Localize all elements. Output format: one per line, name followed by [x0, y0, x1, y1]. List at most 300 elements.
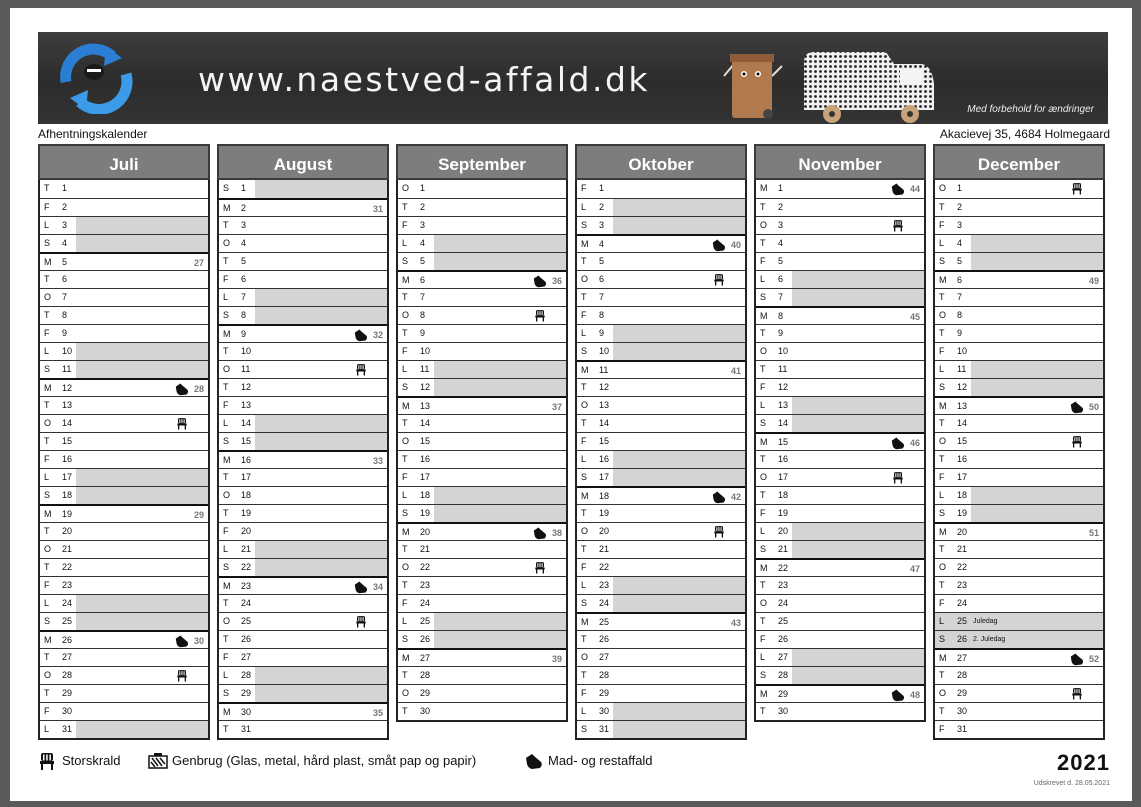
day-row: [577, 486, 745, 504]
day-number: 15: [241, 436, 252, 446]
address: Akacievej 35, 4684 Holmegaard: [939, 127, 1110, 141]
day-number: 19: [778, 508, 789, 518]
day-row: [40, 360, 208, 378]
day-row: [935, 720, 1103, 738]
day-row: [219, 198, 387, 216]
weekday-letter: S: [760, 292, 767, 302]
day-number: 1: [241, 183, 247, 193]
bag-icon: [890, 688, 906, 702]
weekday-letter: F: [44, 328, 50, 338]
weekday-letter: M: [402, 275, 410, 285]
chair-icon: [534, 561, 546, 574]
weekday-letter: O: [581, 652, 589, 662]
day-number: 30: [241, 707, 252, 717]
day-number: 29: [420, 688, 431, 698]
day-row: [219, 216, 387, 234]
weekday-letter: O: [581, 400, 589, 410]
day-number: 14: [957, 418, 968, 428]
day-number: 15: [62, 436, 73, 446]
week-number: 28: [193, 384, 204, 394]
day-row: [40, 522, 208, 540]
day-number: 13: [778, 400, 789, 410]
weekday-letter: T: [44, 274, 50, 284]
day-number: 6: [957, 275, 963, 285]
weekday-letter: T: [44, 436, 50, 446]
day-number: 24: [778, 598, 789, 608]
weekday-letter: O: [760, 220, 768, 230]
day-row: [398, 486, 566, 504]
day-number: 3: [778, 220, 784, 230]
day-number: 22: [62, 562, 73, 572]
weekday-letter: T: [581, 544, 587, 554]
weekday-letter: O: [939, 310, 947, 320]
weekday-letter: T: [44, 183, 50, 193]
day-row: [219, 288, 387, 306]
bag-icon: [174, 382, 190, 396]
weekday-letter: S: [581, 220, 588, 230]
weekday-letter: T: [939, 544, 945, 554]
day-number: 4: [599, 239, 605, 249]
week-number: 35: [372, 708, 383, 718]
day-row: [40, 720, 208, 738]
bag-icon: [532, 526, 548, 540]
weekday-letter: S: [223, 310, 230, 320]
day-row: [40, 450, 208, 468]
weekday-letter: M: [223, 203, 231, 213]
day-row: [756, 702, 924, 720]
weekday-letter: T: [939, 580, 945, 590]
weekday-letter: F: [44, 706, 50, 716]
day-number: 13: [599, 400, 610, 410]
weekday-letter: M: [581, 365, 589, 375]
week-number: 45: [909, 312, 920, 322]
day-number: 31: [599, 724, 610, 734]
weekday-letter: F: [939, 346, 945, 356]
month-header: November: [754, 144, 926, 180]
weekday-letter: L: [581, 202, 587, 212]
day-row: [398, 252, 566, 270]
day-number: 13: [241, 400, 252, 410]
weekday-letter: F: [581, 562, 587, 572]
day-row: [398, 522, 566, 540]
day-row: [756, 522, 924, 540]
bag-icon: [353, 580, 369, 594]
weekday-letter: S: [223, 183, 230, 193]
day-row: [219, 414, 387, 432]
weekday-letter: L: [44, 598, 50, 608]
weekday-letter: T: [760, 364, 766, 374]
day-row: [577, 234, 745, 252]
weekday-letter: M: [223, 329, 231, 339]
weekday-letter: T: [939, 706, 945, 716]
weekday-letter: M: [402, 401, 410, 411]
day-row: [398, 648, 566, 666]
chair-icon: [1071, 687, 1083, 700]
day-row: [40, 234, 208, 252]
day-row: [398, 216, 566, 234]
day-row: [40, 504, 208, 522]
week-number: 37: [551, 402, 562, 412]
day-number: 22: [957, 562, 968, 572]
weekday-letter: F: [223, 652, 229, 662]
day-row: [40, 576, 208, 594]
weekday-letter: M: [760, 183, 768, 193]
day-row: [398, 342, 566, 360]
weekday-letter: T: [760, 616, 766, 626]
month-column: [217, 144, 389, 740]
day-number: 25: [420, 616, 431, 626]
day-row: [40, 684, 208, 702]
day-number: 3: [62, 220, 68, 230]
weekday-letter: F: [223, 526, 229, 536]
month-header: Oktober: [575, 144, 747, 180]
day-row: [756, 198, 924, 216]
day-number: 6: [420, 275, 426, 285]
day-row: [756, 558, 924, 576]
day-row: [40, 432, 208, 450]
week-number: 29: [193, 510, 204, 520]
day-number: 29: [957, 688, 968, 698]
day-row: [935, 702, 1103, 720]
day-number: 27: [62, 652, 73, 662]
day-row: [398, 468, 566, 486]
day-row: [935, 360, 1103, 378]
weekday-letter: L: [223, 292, 229, 302]
day-number: 16: [778, 454, 789, 464]
weekday-letter: L: [402, 490, 408, 500]
day-number: 27: [599, 652, 610, 662]
day-row: [756, 342, 924, 360]
day-row: [398, 360, 566, 378]
day-number: 28: [241, 670, 252, 680]
weekday-letter: T: [223, 256, 229, 266]
day-number: 24: [62, 598, 73, 608]
day-number: 20: [62, 526, 73, 536]
weekday-letter: F: [402, 220, 408, 230]
weekday-letter: O: [939, 562, 947, 572]
day-number: 3: [599, 220, 605, 230]
day-number: 28: [62, 670, 73, 680]
holiday-note: 2. Juledag: [973, 636, 1006, 643]
weekday-letter: F: [402, 472, 408, 482]
day-row: [577, 378, 745, 396]
weekday-letter: T: [44, 310, 50, 320]
day-number: 10: [778, 346, 789, 356]
day-row: [756, 216, 924, 234]
weekday-letter: S: [760, 418, 767, 428]
day-row: [219, 432, 387, 450]
weekday-letter: T: [402, 670, 408, 680]
day-row: [40, 324, 208, 342]
day-row: [935, 522, 1103, 540]
day-row: [219, 684, 387, 702]
day-number: 7: [241, 292, 247, 302]
weekday-letter: L: [581, 454, 587, 464]
day-number: 5: [241, 256, 247, 266]
day-row: [398, 576, 566, 594]
day-row: [756, 432, 924, 450]
day-number: 21: [241, 544, 252, 554]
genbrug-icon: [148, 752, 168, 770]
day-number: 20: [241, 526, 252, 536]
weekday-letter: T: [581, 256, 587, 266]
day-number: 6: [62, 274, 68, 284]
weekday-letter: T: [402, 544, 408, 554]
week-number: 51: [1088, 528, 1099, 538]
weekday-letter: L: [939, 616, 945, 626]
day-number: 23: [599, 580, 610, 590]
bag-icon: [524, 752, 544, 770]
day-number: 10: [62, 346, 73, 356]
day-number: 28: [957, 670, 968, 680]
bag-icon: [353, 328, 369, 342]
day-number: 29: [778, 689, 789, 699]
day-row: [935, 576, 1103, 594]
banner: [38, 32, 1108, 124]
day-row: [577, 468, 745, 486]
day-row: [756, 540, 924, 558]
day-row: [577, 684, 745, 702]
week-number: 33: [372, 456, 383, 466]
weekday-letter: S: [44, 490, 51, 500]
weekday-letter: L: [581, 580, 587, 590]
weekday-letter: L: [939, 490, 945, 500]
day-row: [935, 540, 1103, 558]
day-number: 11: [241, 364, 251, 374]
day-number: 22: [420, 562, 431, 572]
day-number: 20: [420, 527, 431, 537]
day-number: 23: [420, 580, 431, 590]
day-row: [577, 648, 745, 666]
day-row: [756, 360, 924, 378]
day-number: 17: [241, 472, 252, 482]
weekday-letter: M: [402, 653, 410, 663]
day-number: 11: [420, 364, 430, 374]
day-row: [398, 558, 566, 576]
weekday-letter: M: [581, 617, 589, 627]
day-number: 12: [62, 383, 73, 393]
day-row: [577, 270, 745, 288]
day-number: 30: [420, 706, 431, 716]
day-row: [40, 252, 208, 270]
day-row: [40, 648, 208, 666]
chair-icon: [1071, 182, 1083, 195]
day-row: [40, 288, 208, 306]
chair-icon: [534, 309, 546, 322]
weekday-letter: M: [760, 311, 768, 321]
day-row: [40, 612, 208, 630]
weekday-letter: T: [223, 472, 229, 482]
day-row: [577, 360, 745, 378]
weekday-letter: T: [402, 328, 408, 338]
day-row: [40, 558, 208, 576]
weekday-letter: M: [44, 635, 52, 645]
day-number: 23: [957, 580, 968, 590]
weekday-letter: L: [760, 652, 766, 662]
banner-url: www.naestved-affald.dk: [198, 60, 651, 99]
bag-icon: [532, 274, 548, 288]
day-row: [935, 558, 1103, 576]
truck-icon: [798, 44, 938, 124]
weekday-letter: T: [44, 526, 50, 536]
weekday-letter: T: [760, 202, 766, 212]
day-row: [756, 504, 924, 522]
day-row: [577, 612, 745, 630]
weekday-letter: O: [581, 526, 589, 536]
weekday-letter: O: [402, 562, 410, 572]
day-number: 25: [778, 616, 789, 626]
weekday-letter: F: [939, 598, 945, 608]
day-row: [398, 288, 566, 306]
day-row: [935, 216, 1103, 234]
day-row: [756, 252, 924, 270]
day-list: [217, 180, 389, 740]
weekday-letter: T: [402, 202, 408, 212]
chair-icon: [176, 417, 188, 430]
day-row: [935, 432, 1103, 450]
day-number: 3: [241, 220, 247, 230]
weekday-letter: T: [760, 454, 766, 464]
day-row: [40, 180, 208, 198]
week-number: 43: [730, 618, 741, 628]
day-number: 12: [420, 382, 431, 392]
chair-icon: [176, 669, 188, 682]
weekday-letter: F: [760, 634, 766, 644]
weekday-letter: L: [581, 328, 587, 338]
month-column: [575, 144, 747, 740]
day-list: [575, 180, 747, 740]
weekday-letter: S: [402, 508, 409, 518]
weekday-letter: T: [939, 418, 945, 428]
day-row: [935, 468, 1103, 486]
weekday-letter: M: [760, 689, 768, 699]
day-row: [219, 630, 387, 648]
day-row: [219, 612, 387, 630]
weekday-letter: S: [402, 256, 409, 266]
weekday-letter: T: [223, 508, 229, 518]
day-number: 30: [957, 706, 968, 716]
recycle-mascot-logo: [56, 42, 136, 114]
month-column: [396, 144, 568, 722]
weekday-letter: M: [939, 527, 947, 537]
chair-icon: [713, 273, 725, 286]
day-number: 1: [62, 183, 68, 193]
day-number: 20: [599, 526, 610, 536]
weekday-letter: F: [760, 256, 766, 266]
week-number: 50: [1088, 402, 1099, 412]
day-row: [935, 288, 1103, 306]
weekday-letter: M: [44, 257, 52, 267]
day-row: [219, 648, 387, 666]
day-row: [756, 630, 924, 648]
day-row: [398, 684, 566, 702]
day-row: [756, 594, 924, 612]
day-row: [935, 684, 1103, 702]
weekday-letter: M: [223, 707, 231, 717]
weekday-letter: T: [760, 490, 766, 500]
day-row: [935, 306, 1103, 324]
weekday-letter: S: [223, 562, 230, 572]
day-number: 13: [957, 401, 968, 411]
day-row: [935, 324, 1103, 342]
weekday-letter: S: [44, 616, 51, 626]
weekday-letter: O: [44, 418, 52, 428]
day-row: [219, 270, 387, 288]
weekday-letter: O: [402, 310, 410, 320]
day-number: 22: [778, 563, 789, 573]
day-number: 26: [957, 634, 968, 644]
day-number: 23: [241, 581, 252, 591]
weekday-letter: O: [402, 688, 410, 698]
weekday-letter: L: [223, 418, 229, 428]
weekday-letter: L: [402, 616, 408, 626]
weekday-letter: L: [939, 364, 945, 374]
weekday-letter: O: [44, 670, 52, 680]
weekday-letter: L: [44, 724, 50, 734]
weekday-letter: S: [581, 472, 588, 482]
weekday-letter: S: [402, 634, 409, 644]
day-number: 18: [62, 490, 73, 500]
day-number: 22: [599, 562, 610, 572]
day-number: 16: [957, 454, 968, 464]
day-row: [219, 540, 387, 558]
weekday-letter: T: [581, 508, 587, 518]
day-number: 2: [241, 203, 247, 213]
weekday-letter: T: [760, 706, 766, 716]
weekday-letter: L: [760, 526, 766, 536]
day-row: [40, 396, 208, 414]
day-row: [577, 180, 745, 198]
day-number: 9: [957, 328, 963, 338]
day-number: 29: [62, 688, 73, 698]
weekday-letter: M: [402, 527, 410, 537]
day-number: 24: [957, 598, 968, 608]
day-row: [40, 306, 208, 324]
weekday-letter: T: [44, 688, 50, 698]
day-number: 5: [420, 256, 426, 266]
printed-date: Udskrevet d. 28.05.2021: [1033, 780, 1110, 787]
day-row: [756, 270, 924, 288]
day-row: [398, 432, 566, 450]
day-row: [219, 234, 387, 252]
bag-icon: [890, 182, 906, 196]
day-row: [219, 378, 387, 396]
chair-icon: [892, 471, 904, 484]
day-row: [935, 486, 1103, 504]
weekday-letter: O: [44, 292, 52, 302]
weekday-letter: M: [223, 455, 231, 465]
day-row: [219, 468, 387, 486]
weekday-letter: L: [939, 238, 945, 248]
day-row: [219, 594, 387, 612]
weekday-letter: T: [939, 292, 945, 302]
day-row: [577, 324, 745, 342]
banner-disclaimer: Med forbehold for ændringer: [967, 104, 1094, 115]
month-header: December: [933, 144, 1105, 180]
day-row: [577, 720, 745, 738]
day-row: [40, 270, 208, 288]
day-number: 24: [241, 598, 252, 608]
day-number: 4: [957, 238, 963, 248]
day-number: 10: [599, 346, 610, 356]
weekday-letter: T: [760, 580, 766, 590]
weekday-letter: M: [581, 239, 589, 249]
legend-genbrug-label: Genbrug (Glas, metal, hård plast, småt pap og papir): [172, 753, 477, 768]
day-number: 31: [241, 724, 252, 734]
weekday-letter: T: [939, 454, 945, 464]
day-row: [398, 324, 566, 342]
day-row: [577, 702, 745, 720]
